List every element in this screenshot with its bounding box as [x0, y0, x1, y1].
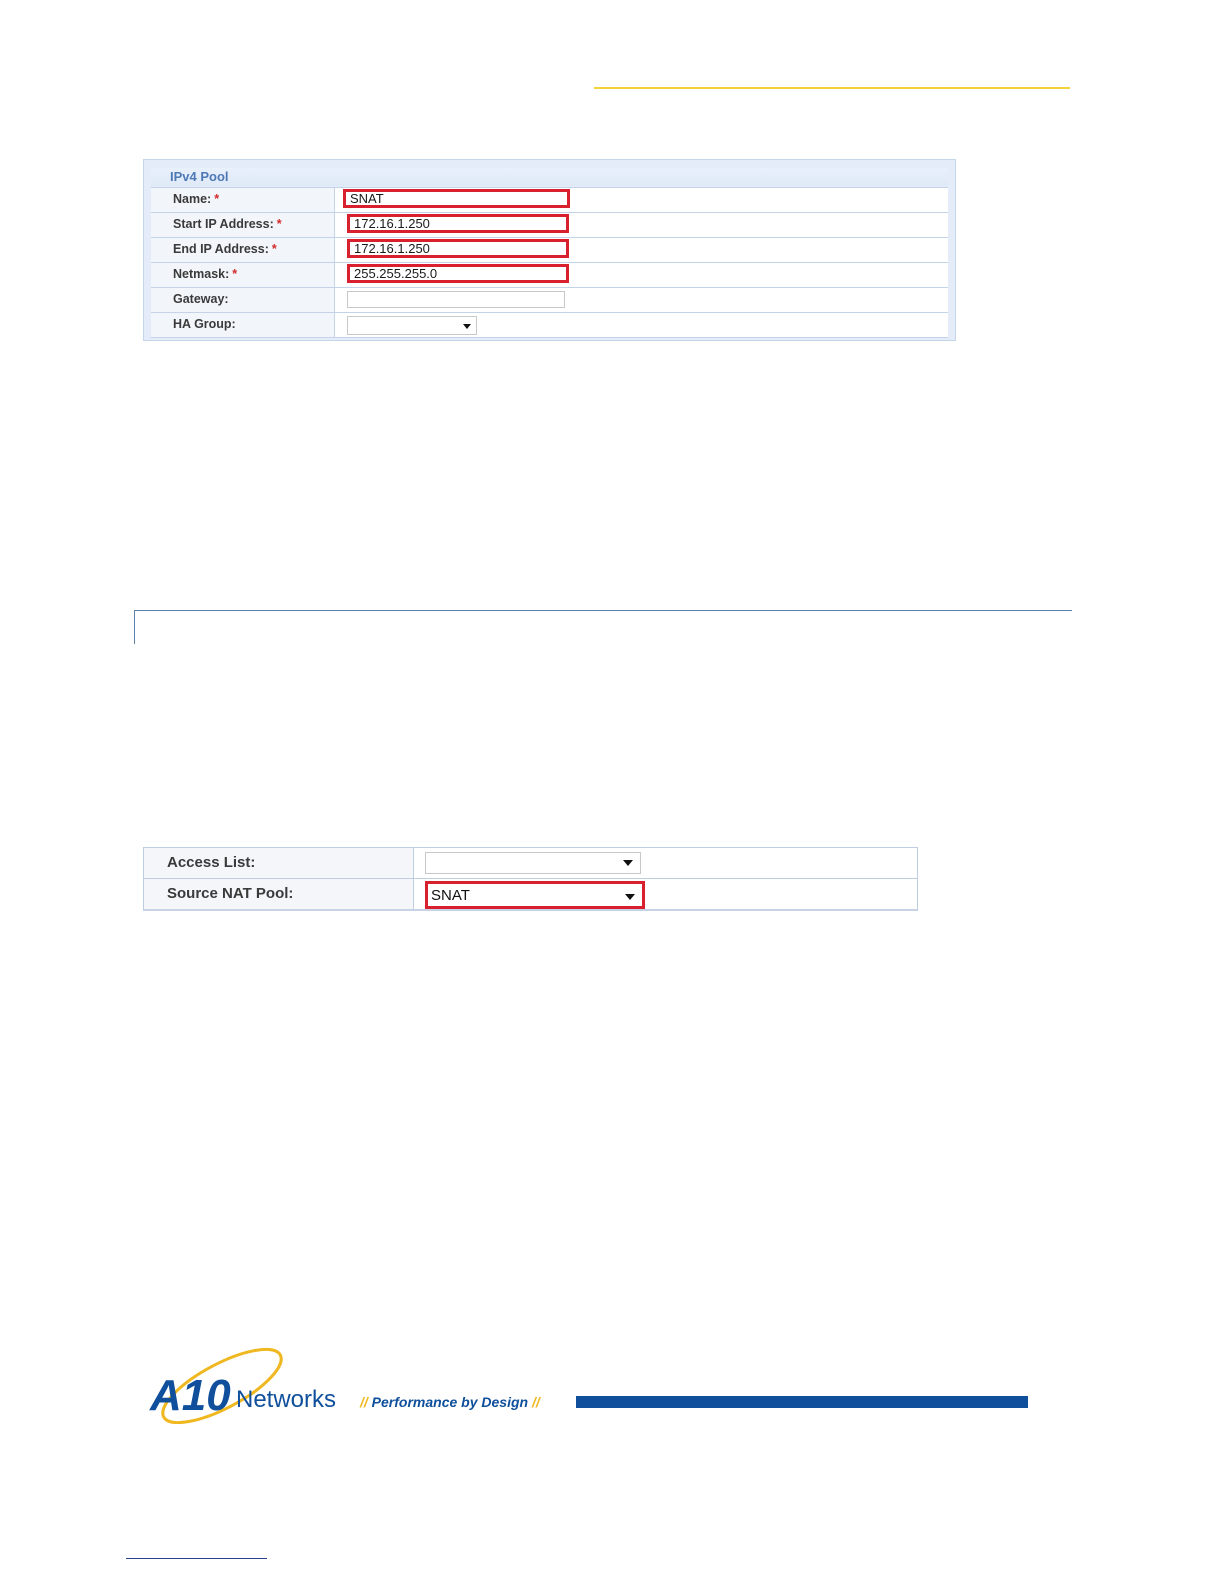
gateway-label: Gateway:	[151, 288, 335, 312]
top-divider-line	[594, 87, 1070, 89]
brand-tagline: // Performance by Design //	[360, 1394, 540, 1410]
svg-text:A10: A10	[150, 1371, 231, 1420]
form-row-access-list	[144, 848, 917, 879]
form-row-netmask	[151, 262, 948, 287]
a10-networks-logo	[148, 1344, 1028, 1424]
footer-divider-line	[126, 1558, 267, 1559]
netmask-field[interactable]: 255.255.255.0	[347, 264, 569, 283]
chevron-down-icon	[623, 860, 633, 866]
section-divider	[134, 610, 1072, 611]
access-list-select[interactable]	[425, 852, 641, 874]
form-row-source-nat-pool	[144, 879, 917, 909]
brand-name: Networks	[236, 1386, 337, 1413]
form-row-start-ip	[151, 212, 948, 237]
form-row-ha-group	[151, 312, 948, 338]
end-ip-field[interactable]: 172.16.1.250	[347, 239, 569, 258]
access-list-label: Access List:	[144, 848, 414, 878]
form-row-gateway	[151, 287, 948, 312]
ha-group-label: HA Group:	[151, 313, 335, 337]
source-nat-pool-label: Source NAT Pool:	[144, 879, 414, 909]
required-asterisk: *	[271, 242, 277, 256]
brand-bar	[576, 1396, 1028, 1408]
required-asterisk: *	[232, 267, 238, 281]
section-divider-edge	[134, 610, 135, 644]
source-nat-pool-select[interactable]: SNAT	[425, 881, 645, 909]
name-field[interactable]: SNAT	[343, 189, 570, 208]
ipv4-pool-form	[151, 187, 948, 338]
chevron-down-icon	[625, 894, 635, 900]
ipv4-pool-header	[151, 168, 948, 186]
netmask-label: Netmask: *	[151, 263, 335, 287]
ha-group-select[interactable]	[347, 316, 477, 335]
required-asterisk: *	[276, 217, 282, 231]
gateway-field[interactable]	[347, 291, 565, 308]
name-label: Name: *	[151, 188, 335, 212]
ipv4-pool-title: IPv4 Pool	[170, 169, 229, 184]
source-nat-panel	[143, 847, 918, 911]
chevron-down-icon	[463, 324, 471, 329]
start-ip-field[interactable]: 172.16.1.250	[347, 214, 569, 233]
form-row-end-ip	[151, 237, 948, 262]
start-ip-label: Start IP Address: *	[151, 213, 335, 237]
end-ip-label: End IP Address: *	[151, 238, 335, 262]
ipv4-pool-panel	[143, 159, 956, 341]
required-asterisk: *	[214, 192, 220, 206]
form-row-name	[151, 187, 948, 212]
